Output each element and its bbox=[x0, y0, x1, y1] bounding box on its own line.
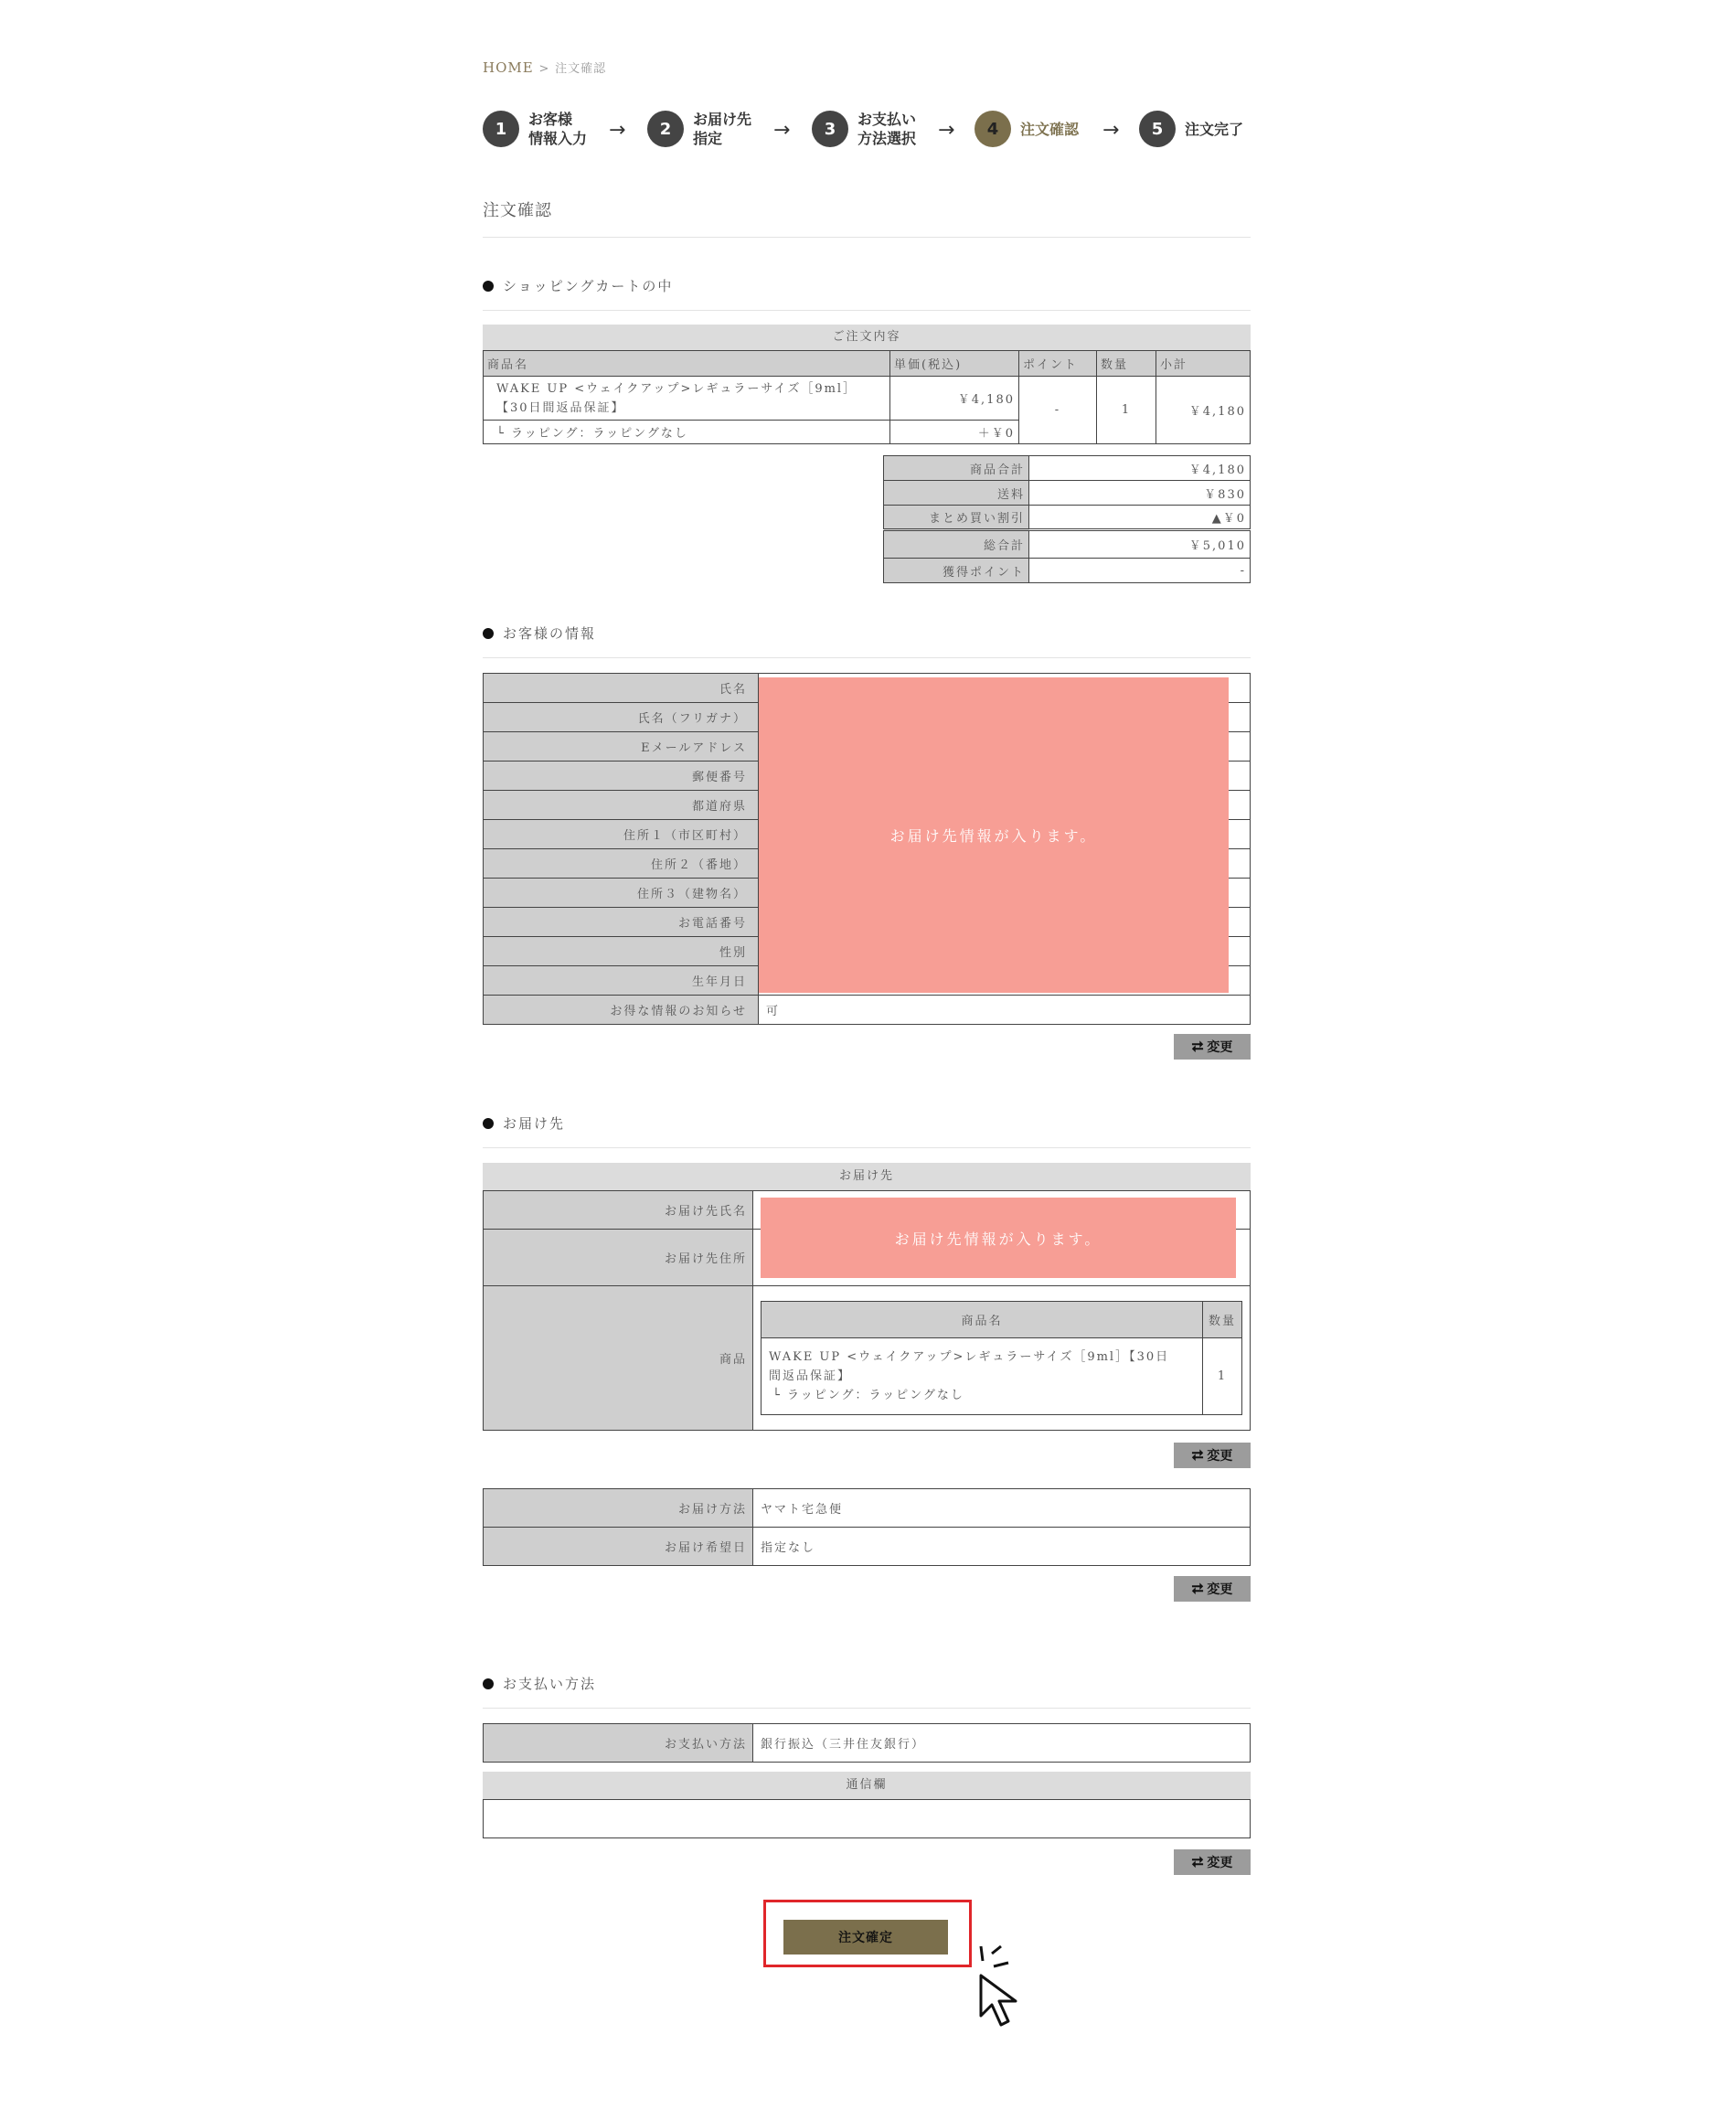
refresh-icon: ⮂ bbox=[1191, 1038, 1204, 1055]
refresh-icon: ⮂ bbox=[1191, 1580, 1204, 1597]
delivery-item-qty: 1 bbox=[1203, 1338, 1242, 1415]
col-header-name: 商品名 bbox=[761, 1302, 1203, 1338]
cart-table-title-bar bbox=[483, 325, 1251, 350]
refresh-icon: ⮂ bbox=[1191, 1446, 1204, 1464]
totals-table bbox=[883, 455, 1251, 583]
breadcrumb bbox=[483, 59, 606, 76]
customer-row-label: 都道府県 bbox=[484, 791, 759, 820]
bullet-icon bbox=[483, 1678, 494, 1689]
table-row bbox=[484, 377, 1251, 421]
breadcrumb-separator: > bbox=[538, 62, 550, 76]
arrow-right-icon: → bbox=[938, 119, 955, 142]
delivery-items-table bbox=[761, 1301, 1242, 1415]
delivery-table-title: お届け先 bbox=[483, 1163, 1251, 1190]
bullet-icon bbox=[483, 628, 494, 639]
change-delivery-method-button[interactable]: ⮂ 変更 bbox=[1174, 1576, 1251, 1602]
step-2 bbox=[647, 110, 751, 148]
delivery-date-label: お届け希望日 bbox=[484, 1528, 753, 1566]
total-label: まとめ買い割引 bbox=[884, 506, 1029, 530]
delivery-method-table bbox=[483, 1488, 1251, 1566]
item-qty: 1 bbox=[1097, 377, 1156, 444]
delivery-product-cell bbox=[753, 1286, 1251, 1431]
newsletter-label: お得な情報のお知らせ bbox=[484, 996, 759, 1025]
step-5 bbox=[1139, 110, 1243, 148]
customer-row-label: 生年月日 bbox=[484, 966, 759, 996]
customer-row-label: 住所１（市区町村） bbox=[484, 820, 759, 849]
customer-row-label: 住所３（建物名） bbox=[484, 879, 759, 908]
item-subtotal: ￥4,180 bbox=[1156, 377, 1251, 444]
delivery-date-value: 指定なし bbox=[753, 1528, 1251, 1566]
table-row bbox=[884, 481, 1251, 506]
step-number: 1 bbox=[483, 111, 519, 147]
step-label: 注文完了 bbox=[1185, 120, 1244, 138]
table-row bbox=[884, 530, 1251, 559]
arrow-right-icon: → bbox=[1102, 119, 1120, 142]
delivery-method-value: ヤマト宅急便 bbox=[753, 1489, 1251, 1528]
total-value: ▲￥0 bbox=[1029, 506, 1251, 530]
checkout-steps bbox=[483, 110, 1251, 154]
breadcrumb-current: 注文確認 bbox=[555, 62, 607, 76]
total-label: 総合計 bbox=[884, 530, 1029, 559]
page-title: 注文確認 bbox=[483, 201, 552, 220]
cursor-pointer-icon bbox=[974, 1943, 1047, 2034]
step-number: 5 bbox=[1139, 111, 1176, 147]
customer-row-label: 氏名 bbox=[484, 674, 759, 703]
payment-section-title: お支払い方法 bbox=[483, 1674, 596, 1693]
col-header-point: ポイント bbox=[1019, 351, 1097, 377]
total-label: 獲得ポイント bbox=[884, 559, 1029, 583]
step-number: 4 bbox=[975, 111, 1011, 147]
newsletter-value: 可 bbox=[759, 996, 1251, 1025]
payment-method-label: お支払い方法 bbox=[484, 1724, 753, 1763]
change-customer-button[interactable]: ⮂ 変更 bbox=[1174, 1034, 1251, 1060]
customer-row-label: Eメールアドレス bbox=[484, 732, 759, 762]
delivery-method-label: お届け方法 bbox=[484, 1489, 753, 1528]
message-title: 通信欄 bbox=[483, 1772, 1251, 1799]
cart-section-title: ショッピングカートの中 bbox=[483, 276, 673, 295]
customer-row-label: 性別 bbox=[484, 937, 759, 966]
payment-table bbox=[483, 1723, 1251, 1763]
col-header-qty: 数量 bbox=[1203, 1302, 1242, 1338]
delivery-item-name: WAKE UP <ウェイクアップ>レギュラーサイズ［9ml］【30日 間返品保証】 └ ラッピング：ラッピングなし bbox=[761, 1338, 1203, 1415]
step-number: 2 bbox=[647, 111, 684, 147]
col-header-name: 商品名 bbox=[484, 351, 890, 377]
delivery-name-label: お届け先氏名 bbox=[484, 1191, 753, 1230]
customer-row-label: 氏名（フリガナ） bbox=[484, 703, 759, 732]
table-row bbox=[884, 506, 1251, 530]
divider bbox=[483, 237, 1251, 238]
step-label: お客様 情報入力 bbox=[528, 111, 588, 147]
total-value: ￥5,010 bbox=[1029, 530, 1251, 559]
delivery-address-label: お届け先住所 bbox=[484, 1230, 753, 1286]
item-price: ￥4,180 bbox=[890, 377, 1019, 421]
table-row bbox=[884, 456, 1251, 481]
message-value bbox=[483, 1799, 1251, 1838]
wrapping-price: ＋￥0 bbox=[890, 421, 1019, 444]
delivery-info-placeholder: お届け先情報が入ります。 bbox=[761, 1198, 1236, 1278]
total-value: ￥4,180 bbox=[1029, 456, 1251, 481]
col-header-price: 単価(税込) bbox=[890, 351, 1019, 377]
change-delivery-button[interactable]: ⮂ 変更 bbox=[1174, 1443, 1251, 1468]
payment-method-value: 銀行振込（三井住友銀行） bbox=[753, 1724, 1251, 1763]
col-header-subtotal: 小計 bbox=[1156, 351, 1251, 377]
cart-table-title: ご注文内容 bbox=[483, 325, 1251, 350]
customer-section-title: お客様の情報 bbox=[483, 623, 596, 643]
step-number: 3 bbox=[812, 111, 848, 147]
customer-row-label: お電話番号 bbox=[484, 908, 759, 937]
change-payment-button[interactable]: ⮂ 変更 bbox=[1174, 1849, 1251, 1875]
delivery-product-label: 商品 bbox=[484, 1286, 753, 1431]
delivery-section-title: お届け先 bbox=[483, 1113, 565, 1133]
step-label: 注文確認 bbox=[1020, 120, 1080, 138]
divider bbox=[483, 310, 1251, 311]
step-1 bbox=[483, 110, 587, 148]
wrapping-label: └ ラッピング：ラッピングなし bbox=[484, 421, 890, 444]
step-label: お支払い 方法選択 bbox=[857, 111, 917, 147]
customer-info-placeholder: お届け先情報が入ります。 bbox=[759, 677, 1229, 993]
step-4-current bbox=[975, 110, 1079, 148]
arrow-right-icon: → bbox=[773, 119, 791, 142]
table-row bbox=[761, 1338, 1242, 1415]
customer-row-label: 住所２（番地） bbox=[484, 849, 759, 879]
divider bbox=[483, 657, 1251, 658]
confirm-order-button[interactable]: 注文確定 bbox=[783, 1920, 948, 1955]
col-header-qty: 数量 bbox=[1097, 351, 1156, 377]
divider bbox=[483, 1708, 1251, 1709]
step-label: お届け先 指定 bbox=[693, 111, 752, 147]
bullet-icon bbox=[483, 281, 494, 292]
bullet-icon bbox=[483, 1118, 494, 1129]
total-label: 商品合計 bbox=[884, 456, 1029, 481]
item-point: - bbox=[1019, 377, 1097, 444]
breadcrumb-home-link[interactable]: HOME bbox=[483, 59, 534, 76]
table-row bbox=[884, 559, 1251, 583]
step-3 bbox=[812, 110, 916, 148]
total-label: 送料 bbox=[884, 481, 1029, 506]
total-value: ￥830 bbox=[1029, 481, 1251, 506]
total-value: - bbox=[1029, 559, 1251, 583]
divider bbox=[483, 1147, 1251, 1148]
customer-row-label: 郵便番号 bbox=[484, 762, 759, 791]
refresh-icon: ⮂ bbox=[1191, 1853, 1204, 1870]
arrow-right-icon: → bbox=[609, 119, 626, 142]
item-name: WAKE UP <ウェイクアップ>レギュラーサイズ［9ml］ 【30日間返品保証】 bbox=[484, 377, 890, 421]
cart-table bbox=[483, 350, 1251, 444]
